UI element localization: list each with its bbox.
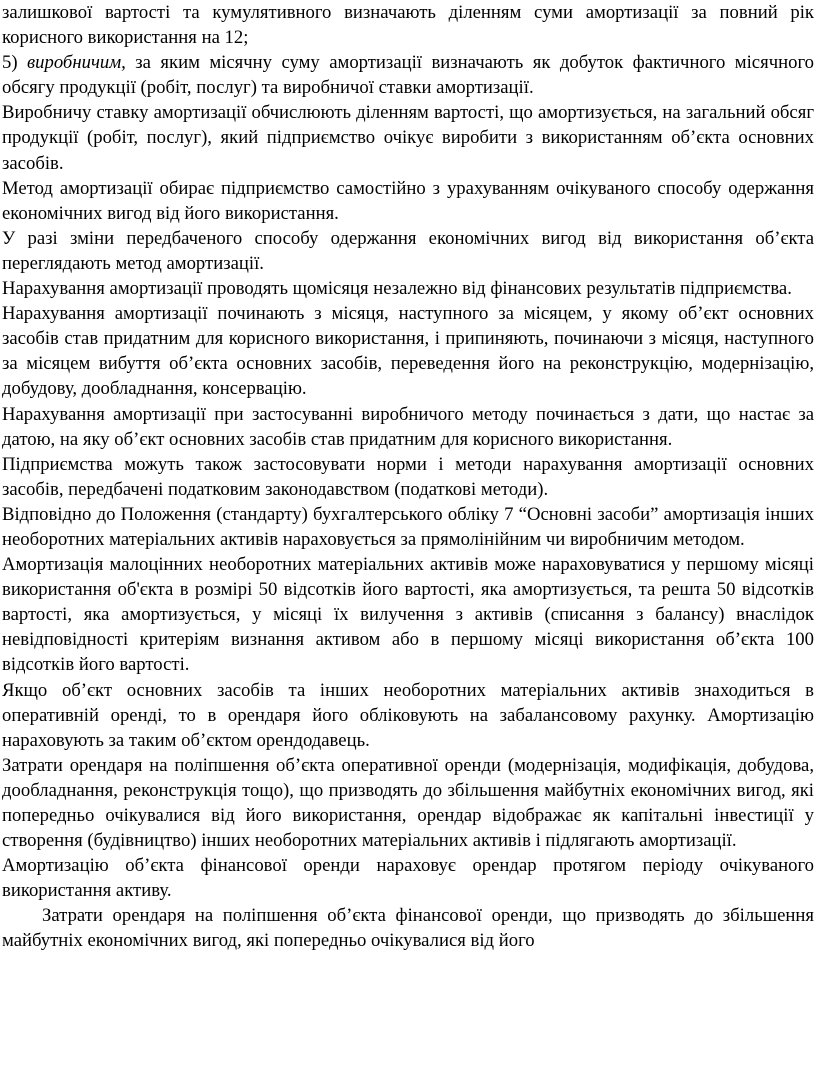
paragraph-method-review: У разі зміни передбаченого способу одержання економічних вигод від використання об’єкта переглядають метод амортизації. — [2, 227, 814, 274]
paragraph-monthly-accrual: Нарахування амортизації проводять щомісяця незалежно від фінансових результатів підприємства. — [2, 278, 792, 300]
paragraph-finance-lease-improvements: Затрати орендаря на поліпшення об’єкта фінансової оренди, що призводять до збільшення майбутніх економічних вигод, які попередньо очікувалися від його — [2, 905, 814, 952]
paragraph-low-value-assets: Амортизація малоцінних необоротних матеріальних активів може нараховуватися у першому місяці використання об'єкта в розмірі 50 відсотків його вартості, яка амортизується, та решта 50 відсотків вартості, яка амортизується, у місяці їх вилучення з активів (списання з балансу) внаслідок невідповідності критеріям визнання активом або в першому місяці використання об’єкта 100 відсотків його вартості. — [2, 554, 814, 676]
paragraph-accrual-start-stop: Нарахування амортизації починають з місяця, наступного за місяцем, у якому об’єкт основних засобів став придатним для корисного використання, і припиняють, починаючи з місяця, наступного за місяцем вибуття об’єкта основних засобів, переведення його на реконструкцію, модернізацію, добудову, дообладнання, консервацію. — [2, 303, 814, 400]
paragraph-production-method-start: Нарахування амортизації при застосуванні виробничого методу починається з дати, що настає за датою, на яку об’єкт основних засобів став придатним для корисного використання. — [2, 403, 814, 450]
method-term: виробничим, — [27, 52, 126, 74]
paragraph-residual-cumulative: залишкової вартості та кумулятивного визначають діленням суми амортизації за повний рік корисного використання на 12; — [2, 2, 814, 49]
list-number: 5) — [2, 52, 28, 74]
paragraph-operating-lease-improvements: Затрати орендаря на поліпшення об’єкта оперативної оренди (модернізація, модифікація, добудова, дообладнання, реконструкція тощо), що призводять до збільшення майбутніх економічних вигод, які попередньо очікувалися від його використання, орендар відображає як капітальні інвестиції у створення (будівництво) інших необоротних матеріальних активів і підлягають амортизації. — [2, 754, 814, 852]
paragraph-method-choice: Метод амортизації обирає підприємство самостійно з урахуванням очікуваного способу одержання економічних вигод від його використання. — [2, 177, 814, 224]
paragraph-tax-methods: Підприємства можуть також застосовувати норми і методи нарахування амортизації основних засобів, передбачені податковим законодавством (податкові методи). — [2, 453, 814, 500]
paragraph-production-rate: Виробничу ставку амортизації обчислюють діленням вартості, що амортизується, на загальний обсяг продукції (робіт, послуг), який підприємство очікує виробити з використанням об’єкта основних засобів. — [2, 102, 814, 174]
paragraph-finance-lease: Амортизацію об’єкта фінансової оренди нараховує орендар протягом періоду очікуваного використання активу. — [2, 855, 814, 902]
paragraph-standard-7: Відповідно до Положення (стандарту) бухгалтерського обліку 7 “Основні засоби” амортизація інших необоротних матеріальних активів нараховується за прямолінійним чи виробничим методом. — [2, 503, 814, 550]
paragraph-text: за яким місячну суму амортизації визначають як добуток фактичного місячного обсягу продукції (робіт, послуг) та виробничої ставки амортизації. — [2, 52, 814, 99]
paragraph-operating-lease: Якщо об’єкт основних засобів та інших необоротних матеріальних активів знаходиться в оперативній оренді, то в орендаря його обліковують на забалансовому рахунку. Амортизацію нараховують за таким об’єктом орендодавець. — [2, 679, 814, 751]
paragraph-production-method — [2, 50, 814, 100]
